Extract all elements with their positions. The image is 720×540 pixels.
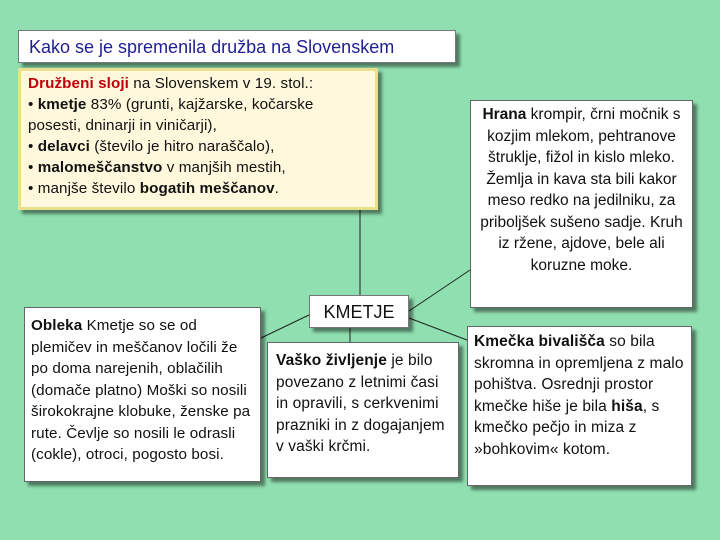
social-classes-heading-rest: na Slovenskem v 19. stol.:: [128, 75, 314, 92]
dwellings-text-end: , s kmečko pečjo in miza z »bohkovim« kotom.: [474, 397, 660, 458]
clothing-text: Kmetje so se od plemičev in meščanov ločili že po doma narejenih, oblačilih (domače platno) Moški so nosili širokokrajne klobuke, ženske pa rute. Čevlje so nosili le odrasli (cokle), otroci, pogosto bosi.: [31, 317, 251, 463]
food-heading: Hrana: [482, 106, 527, 123]
bullet-kmetje-text: 83% (grunti, kajžarske, kočarske posesti, dninarji in viničarji),: [28, 96, 314, 134]
village-life-heading: Vaško življenje: [276, 352, 387, 369]
food-text: krompir, črni močnik s kozjim mlekom, pehtranove štruklje, fižol in kislo mleko. Žemlja in kava sta bili kakor meso redko na jedilniku, za priboljšek sušeno sadje. Kruh iz ržene, ajdove, bele ali koruzne moke.: [480, 106, 683, 274]
bullet-malomescanstvo: malomeščanstvo: [37, 159, 163, 176]
bullet-prefix: •: [28, 159, 38, 176]
food-box: [470, 100, 693, 308]
dwellings-heading: Kmečka bivališča: [474, 333, 605, 350]
central-node-kmetje: KMETJE: [309, 295, 409, 328]
bullet-kmetje: kmetje: [37, 96, 87, 113]
connector-to-bivalisca: [409, 318, 467, 340]
connector-to-obleka: [261, 315, 309, 338]
dwellings-hisa: hiša: [611, 397, 643, 415]
dwellings-box: [467, 326, 692, 486]
slide-title: Kako se je spremenila družba na Slovenskem: [18, 30, 456, 63]
bullet-delavci: delavci: [37, 138, 90, 155]
clothing-heading: Obleka: [31, 317, 83, 334]
connector-to-hrana: [409, 270, 470, 311]
dwellings-text: so bila skromna in opremljena z malo pohištva. Osrednji prostor kmečke hiše je bila: [474, 333, 684, 415]
social-classes-box: [18, 68, 378, 210]
village-life-box: [267, 342, 459, 478]
bullet-mescani-text: .: [274, 180, 279, 197]
village-life-text: je bilo povezano z letnimi časi in opravili, s cerkvenimi prazniki in z dogajanjem v vaški krčmi.: [276, 352, 445, 455]
social-classes-heading: Družbeni sloji: [28, 75, 129, 92]
bullet-delavci-text: (število je hitro naraščalo),: [89, 138, 275, 155]
bullet-prefix: •: [28, 138, 38, 155]
clothing-box: [24, 307, 261, 482]
bullet-malomescanstvo-text: v manjših mestih,: [162, 159, 286, 176]
bullet-prefix: • manjše število: [28, 180, 140, 197]
bullet-prefix: •: [28, 96, 38, 113]
bullet-mescani: bogatih meščanov: [139, 180, 275, 197]
